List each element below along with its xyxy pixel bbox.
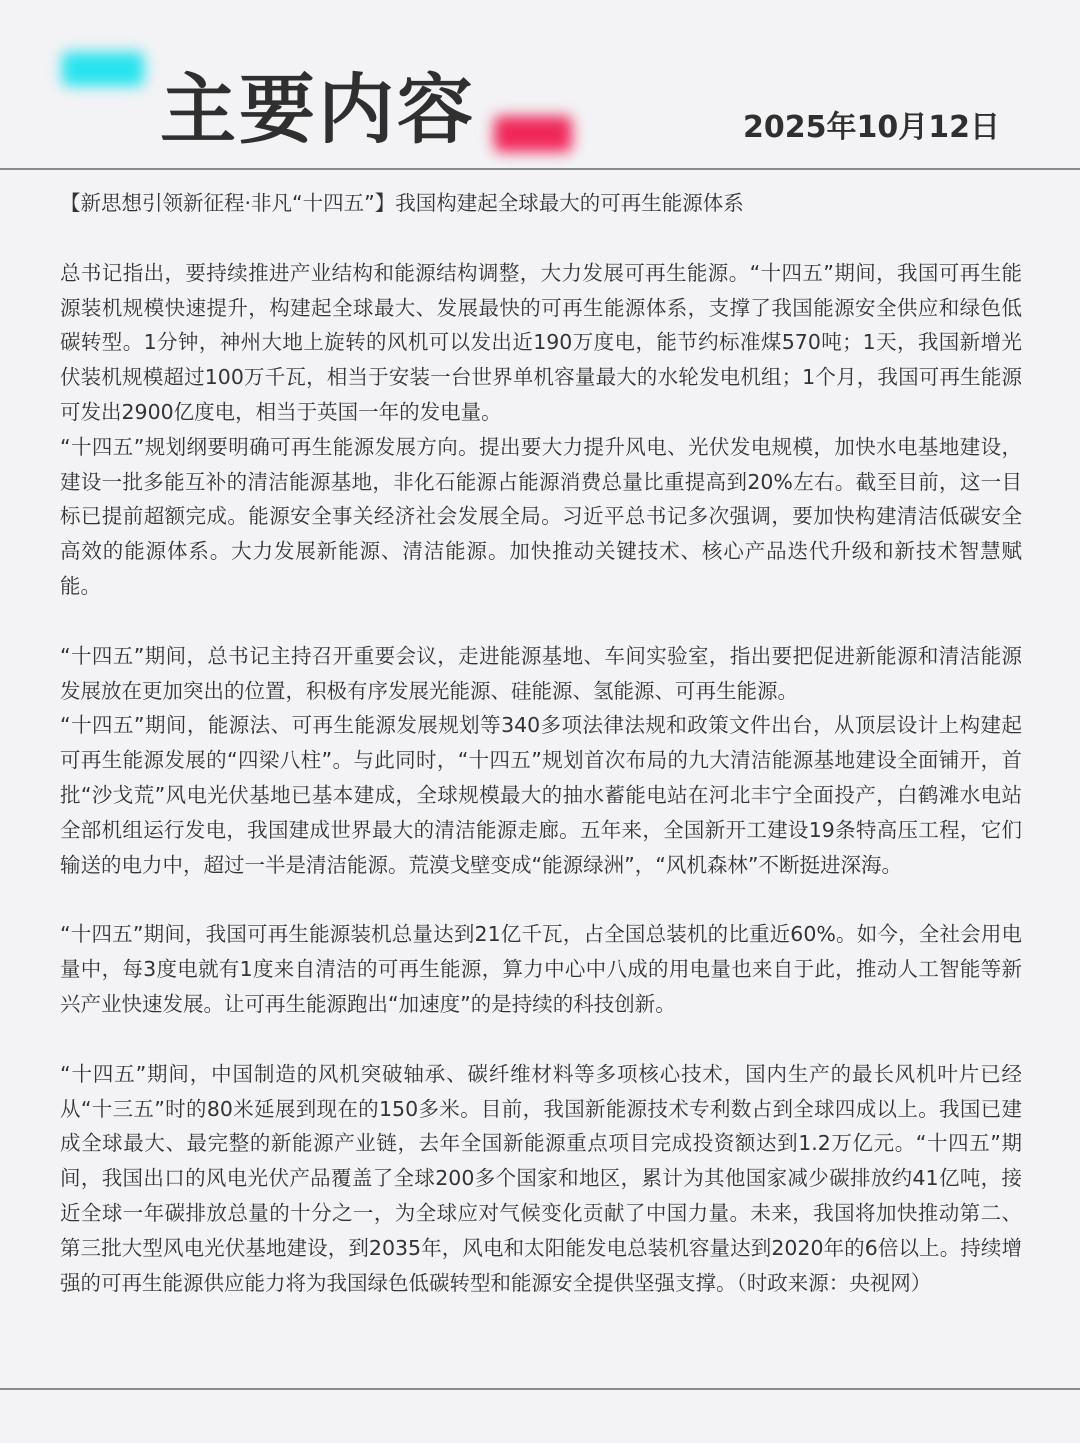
article-body bbox=[60, 186, 1022, 1300]
paragraph-3: “十四五”期间，总书记主持召开重要会议，走进能源基地、车间实验室，指出要把促进新能源和清洁能源发展放在更加突出的位置，积极有序发展光能源、硅能源、氢能源、可再生能源。 bbox=[60, 643, 1022, 703]
cyan-accent-mark bbox=[62, 52, 144, 86]
paragraph-5: “十四五”期间，我国可再生能源装机总量达到21亿千瓦，占全国总装机的比重近60%。如今，全社会用电量中，每3度电就有1度来自清洁的可再生能源，算力中心中八成的用电量也来自于此，推动人工智能等新兴产业快速发展。让可再生能源跑出“加速度”的是持续的科技创新。 bbox=[60, 922, 1022, 1016]
paragraph-6: “十四五”期间，中国制造的风机突破轴承、碳纤维材料等多项核心技术，国内生产的最长风机叶片已经从“十三五”时的80米延展到现在的150多米。目前，我国新能源技术专利数占到全球四成以上。我国已建成全球最大、最完整的新能源产业链，去年全国新能源重点项目完成投资额达到1.2万亿元。“十四五”期间，我国出口的风电光伏产品覆盖了全球200多个国家和地区，累计为其他国家减少碳排放约41亿吨，接近全球一年碳排放总量的十分之一，为全球应对气候变化贡献了中国力量。未来，我国将加快推动第二、第三批大型风电光伏基地建设，到2035年，风电和太阳能发电总装机容量达到2020年的6倍以上。持续增强的可再生能源供应能力将为我国绿色低碳转型和能源安全提供坚强支撑。（时政来源：央视网） bbox=[60, 1061, 1022, 1295]
header bbox=[0, 0, 1080, 170]
publish-date: 2025年10月12日 bbox=[743, 110, 1000, 145]
top-divider bbox=[0, 168, 1080, 170]
bottom-divider bbox=[0, 1388, 1080, 1390]
article-headline: 【新思想引领新征程·非凡“十四五”】我国构建起全球最大的可再生能源体系 bbox=[60, 191, 744, 215]
paragraph-4: “十四五”期间，能源法、可再生能源发展规划等340多项法律法规和政策文件出台，从顶层设计上构建起可再生能源发展的“四梁八柱”。与此同时，“十四五”规划首次布局的九大清洁能源基地建设全面铺开，首批“沙戈荒”风电光伏基地已基本建成，全球规模最大的抽水蓄能电站在河北丰宁全面投产，白鹤滩水电站全部机组运行发电，我国建成世界最大的清洁能源走廊。五年来，全国新开工建设19条特高压工程，它们输送的电力中，超过一半是清洁能源。荒漠戈壁变成“能源绿洲”，“风机森林”不断挺进深海。 bbox=[60, 713, 1022, 877]
paragraph-2: “十四五”规划纲要明确可再生能源发展方向。提出要大力提升风电、光伏发电规模，加快水电基地建设，建设一批多能互补的清洁能源基地，非化石能源占能源消费总量比重提高到20%左右。截至目前，这一目标已提前超额完成。能源安全事关经济社会发展全局。习近平总书记多次强调，要加快构建清洁低碳安全高效的能源体系。大力发展新能源、清洁能源。加快推动关键技术、核心产品迭代升级和新技术智慧赋能。 bbox=[60, 434, 1022, 598]
paragraph-1: 总书记指出，要持续推进产业结构和能源结构调整，大力发展可再生能源。“十四五”期间，我国可再生能源装机规模快速提升，构建起全球最大、发展最快的可再生能源体系，支撑了我国能源安全供应和绿色低碳转型。1分钟，神州大地上旋转的风机可以发出近190万度电，能节约标准煤570吨；1天，我国新增光伏装机规模超过100万千瓦，相当于安装一台世界单机容量最大的水轮发电机组；1个月，我国可再生能源可发出2900亿度电，相当于英国一年的发电量。 bbox=[60, 260, 1022, 424]
page-title: 主要内容 bbox=[160, 65, 476, 154]
pink-accent-mark bbox=[494, 116, 572, 152]
